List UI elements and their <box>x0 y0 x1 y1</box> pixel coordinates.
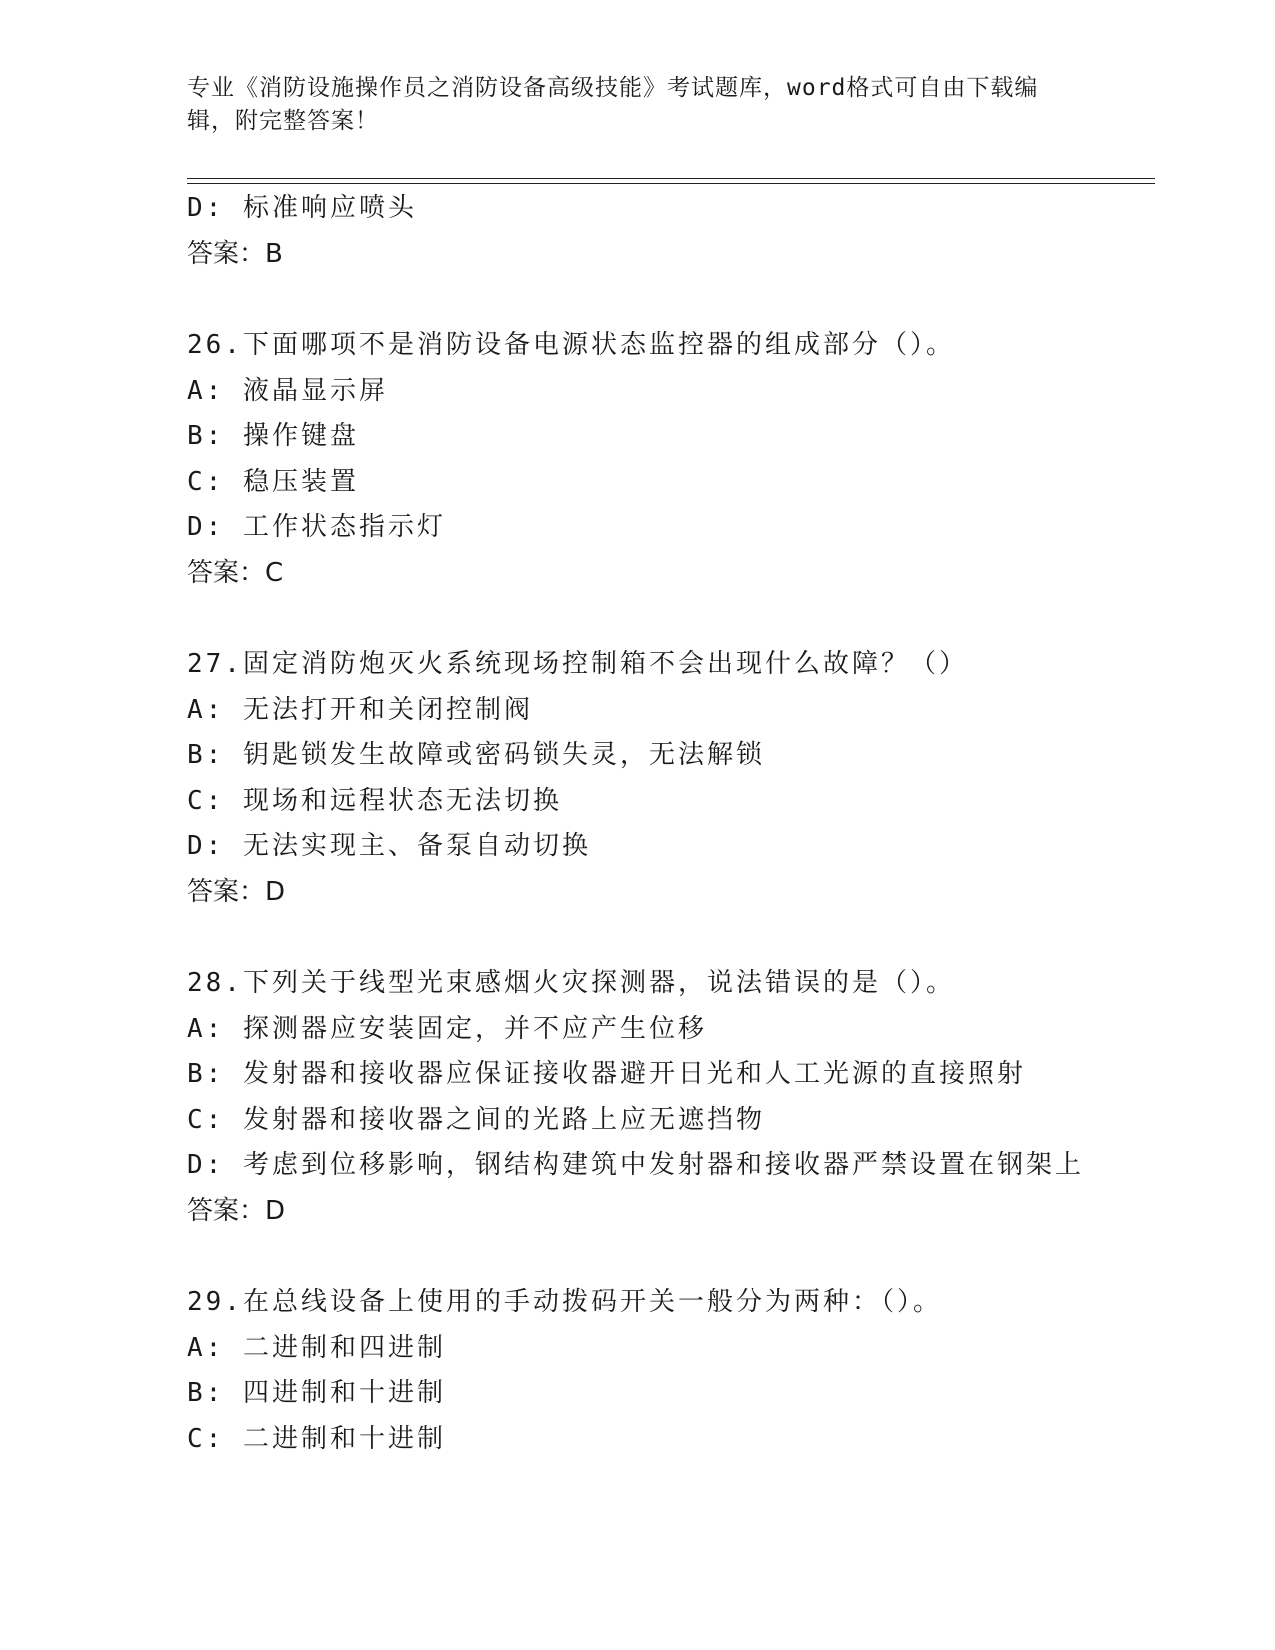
document-header: 专业《消防设施操作员之消防设备高级技能》考试题库，word格式可自由下载编辑，附完整答案！ <box>187 75 1039 134</box>
question-29-option-b: B: 四进制和十进制 <box>187 1378 446 1408</box>
question-28-option-a: A: 探测器应安装固定，并不应产生位移 <box>187 1013 707 1044</box>
question-27-option-a: A: 无法打开和关闭控制阀 <box>187 694 533 725</box>
question-27-answer: 答案：D <box>187 876 286 907</box>
question-26-answer: 答案：C <box>187 557 284 588</box>
question-28-answer: 答案：D <box>187 1195 286 1226</box>
question-26-option-b: B: 操作键盘 <box>187 421 359 451</box>
question-26-stem: 26.下面哪项不是消防设备电源状态监控器的组成部分（）。 <box>187 330 955 360</box>
question-26-option-c: C: 稳压装置 <box>187 466 359 497</box>
prev-answer: 答案：B <box>187 238 283 269</box>
question-28-option-b: B: 发射器和接收器应保证接收器避开日光和人工光源的直接照射 <box>187 1059 1026 1089</box>
question-29-stem: 29.在总线设备上使用的手动拨码开关一般分为两种：（）。 <box>187 1287 942 1317</box>
question-list <box>187 186 1167 1462</box>
question-27-option-c: C: 现场和远程状态无法切换 <box>187 785 562 816</box>
header-rule-top <box>187 178 1155 179</box>
question-29-option-c: C: 二进制和十进制 <box>187 1423 446 1454</box>
question-29-option-a: A: 二进制和四进制 <box>187 1332 446 1363</box>
spacer <box>187 915 1167 961</box>
header-rule-bottom <box>187 183 1155 184</box>
spacer <box>187 277 1167 323</box>
question-27-stem: 27.固定消防炮灭火系统现场控制箱不会出现什么故障？（） <box>187 649 968 679</box>
spacer <box>187 596 1167 642</box>
prev-option-d: D: 标准响应喷头 <box>187 193 417 223</box>
question-28-stem: 28.下列关于线型光束感烟火灾探测器，说法错误的是（）。 <box>187 968 955 998</box>
spacer <box>187 1234 1167 1280</box>
question-26-option-a: A: 液晶显示屏 <box>187 375 388 406</box>
question-27-option-b: B: 钥匙锁发生故障或密码锁失灵，无法解锁 <box>187 740 765 770</box>
question-27-option-d: D: 无法实现主、备泵自动切换 <box>187 831 591 861</box>
question-28-option-d: D: 考虑到位移影响，钢结构建筑中发射器和接收器严禁设置在钢架上 <box>187 1150 1084 1180</box>
question-26-option-d: D: 工作状态指示灯 <box>187 512 446 542</box>
question-28-option-c: C: 发射器和接收器之间的光路上应无遮挡物 <box>187 1104 765 1135</box>
